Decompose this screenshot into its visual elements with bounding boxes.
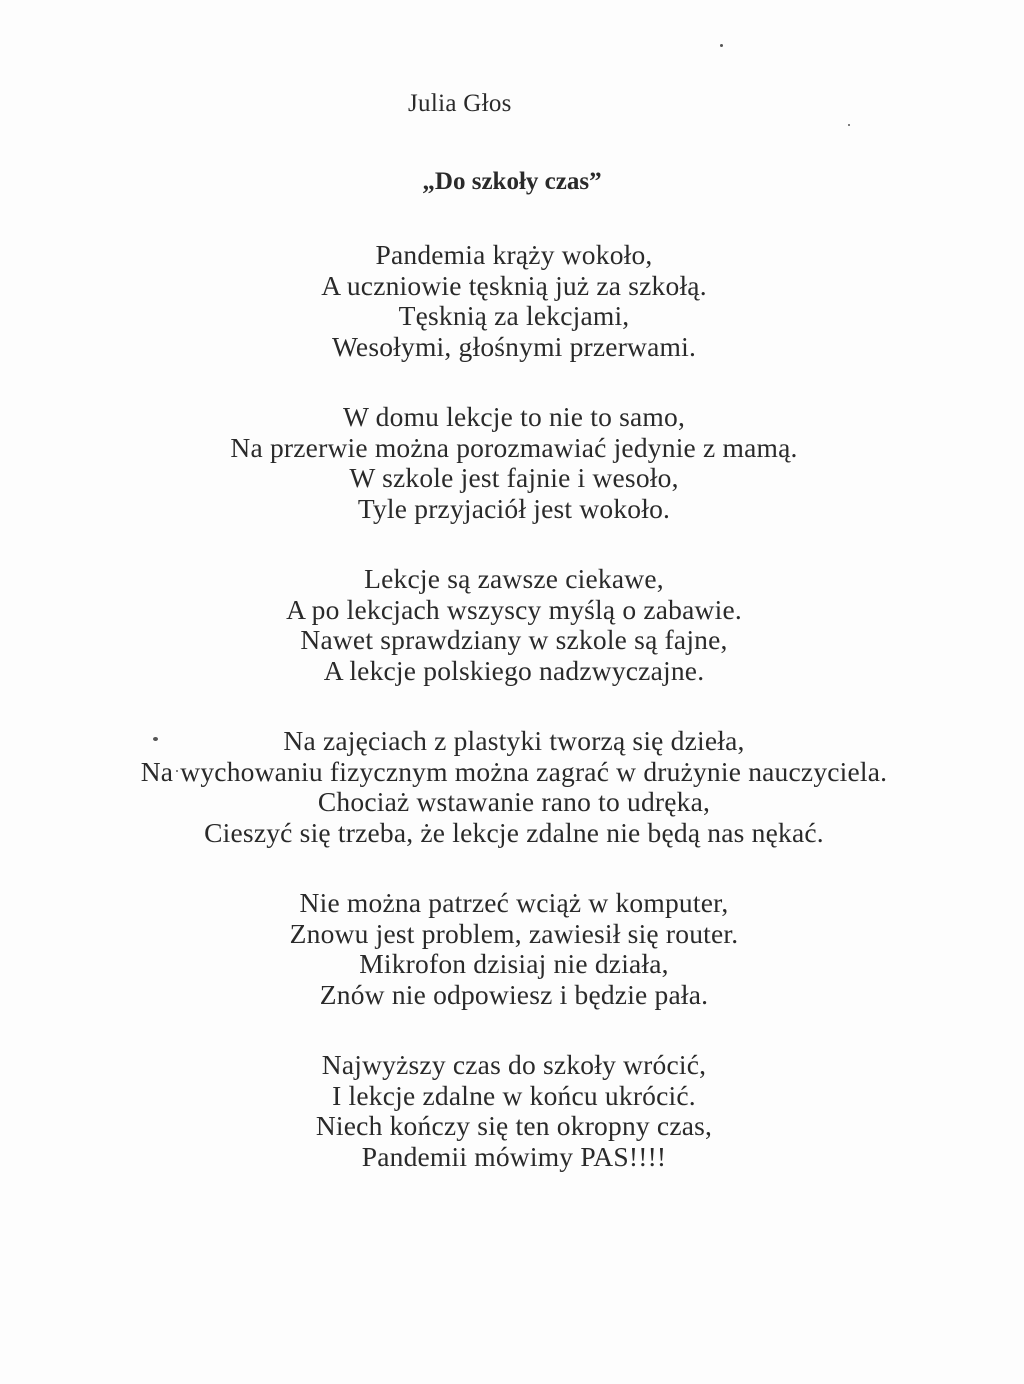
poem-line: Najwyższy czas do szkoły wrócić, bbox=[321, 1049, 707, 1080]
poem-line: Nie można patrzeć wciąż w komputer, bbox=[299, 887, 729, 918]
poem-line: I lekcje zdalne w końcu ukrócić. bbox=[332, 1079, 696, 1111]
poem-line: Nawet sprawdziany w szkole są fajne, bbox=[300, 624, 728, 655]
stanza bbox=[0, 888, 1024, 1010]
poem-line: Chociaż wstawanie rano to udręka, bbox=[317, 786, 711, 817]
poem-line: Znów nie odpowiesz i będzie pała. bbox=[319, 978, 709, 1010]
poem-line: W domu lekcje to nie to samo, bbox=[342, 401, 686, 432]
poem-line: Lekcje są zawsze ciekawe, bbox=[364, 563, 664, 594]
poem-line: A uczniowie tęsknią już za szkołą. bbox=[321, 269, 707, 301]
poem-body bbox=[0, 240, 1024, 1212]
scan-speck bbox=[720, 44, 723, 47]
poem-line: Mikrofon dzisiaj nie działa, bbox=[359, 948, 669, 979]
author-name: Julia Głos bbox=[408, 90, 512, 117]
poem-line: A po lekcjach wszyscy myślą o zabawie. bbox=[286, 593, 742, 625]
poem-line: W szkole jest fajnie i wesoło, bbox=[349, 462, 679, 493]
poem-line: Cieszyć się trzeba, że lekcje zdalne nie będą nas nękać. bbox=[204, 816, 824, 848]
poem-line: Tęsknią za lekcjami, bbox=[398, 300, 630, 331]
poem-line: Tyle przyjaciół jest wokoło. bbox=[357, 492, 671, 524]
poem-line: Pandemii mówimy PAS!!!! bbox=[361, 1140, 667, 1172]
poem-line: Na wychowaniu fizycznym można zagrać w drużynie nauczyciela. bbox=[140, 755, 888, 787]
poem-line: Niech kończy się ten okropny czas, bbox=[315, 1110, 713, 1141]
poem-line: Pandemia krąży wokoło, bbox=[375, 239, 653, 270]
scan-speck bbox=[848, 124, 850, 126]
stanza bbox=[0, 240, 1024, 362]
poem-line: Znowu jest problem, zawiesił się router. bbox=[289, 917, 739, 949]
stanza bbox=[0, 564, 1024, 686]
poem-line: Na przerwie można porozmawiać jedynie z mamą. bbox=[230, 431, 798, 463]
poem-line: Na zajęciach z plastyki tworzą się dzieła, bbox=[283, 725, 745, 756]
stanza bbox=[0, 726, 1024, 848]
stanza bbox=[0, 402, 1024, 524]
poem-line: Wesołymi, głośnymi przerwami. bbox=[331, 330, 697, 362]
poem-title: „Do szkoły czas” bbox=[422, 168, 602, 195]
stanza bbox=[0, 1050, 1024, 1172]
poem-line: A lekcje polskiego nadzwyczajne. bbox=[323, 654, 705, 686]
